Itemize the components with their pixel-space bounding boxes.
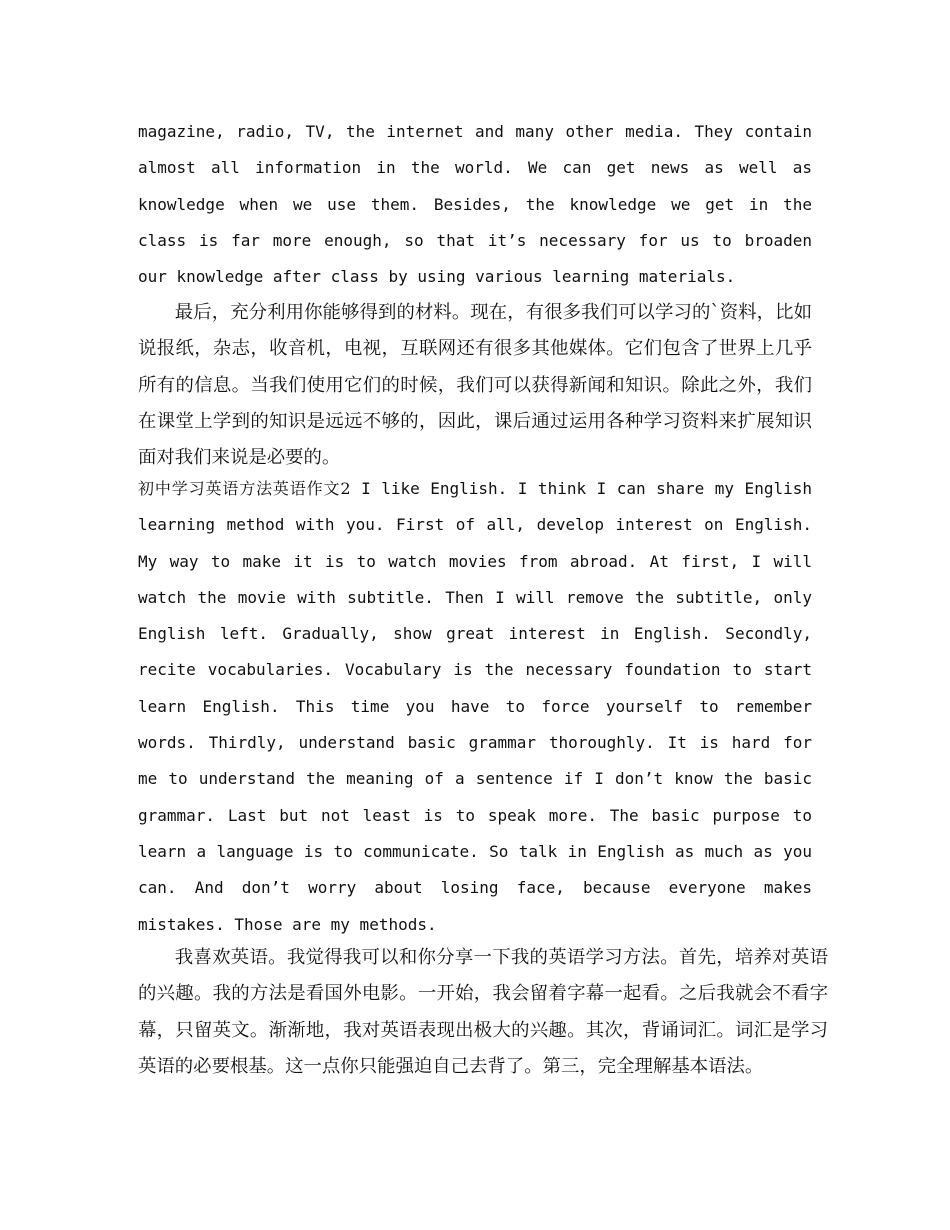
paragraph-2-english: I like English. I think I can share my English learning method with you. First of all, develop interest on English. My way to make it is to watch movies from abroad. At first, I will watch the movie with subtitle. Then I will remove the subtitle, only English left. Gradually, show great interest in English. Secondly, recite vocabularies. Vocabulary is the necessary foundation to start learn English. This time you have to force yourself to remember words. Thirdly, understand basic grammar thoroughly. It is hard for me to understand the meaning of a sentence if I don’t know the basic grammar. Last but not least is to speak more. The basic purpose to learn a language is to communicate. So talk in English as much as you can. And don’t worry about losing face, because everyone makes mistakes. Those are my methods.	[138, 479, 812, 934]
section-2-block	[138, 471, 812, 943]
heading-gap	[351, 479, 362, 498]
paragraph-1-chinese: 最后，充分利用你能够得到的材料。现在，有很多我们可以学习的`资料，比如说报纸，杂志，收音机，电视，互联网还有很多其他媒体。它们包含了世界上几乎所有的信息。当我们使用它们的时候，我们可以获得新闻和知识。除此之外，我们在课堂上学到的知识是远远不够的，因此，课后通过运用各种学习资料来扩展知识面对我们来说是必要的。	[138, 302, 812, 469]
paragraph-2-chinese: 我喜欢英语。我觉得我可以和你分享一下我的英语学习方法。首先，培养对英语的兴趣。我的方法是看国外电影。一开始，我会留着字幕一起看。之后我就会不看字幕，只留英文。渐渐地，我对英语表现出极大的兴趣。其次，背诵词汇。词汇是学习英语的必要根基。这一点你只能强迫自己去背了。第三，完全理解基本语法。	[138, 947, 828, 1077]
paragraph-1-english: magazine, radio, TV, the internet and many other media. They contain almost all information in the world. We can get news as well as knowledge when we use them. Besides, the knowledge we get in the class is far more enough, so that it’s necessary for us to broaden our knowledge after class by using various learning materials.	[138, 122, 812, 287]
section-2-heading: 初中学习英语方法英语作文2	[138, 479, 351, 498]
